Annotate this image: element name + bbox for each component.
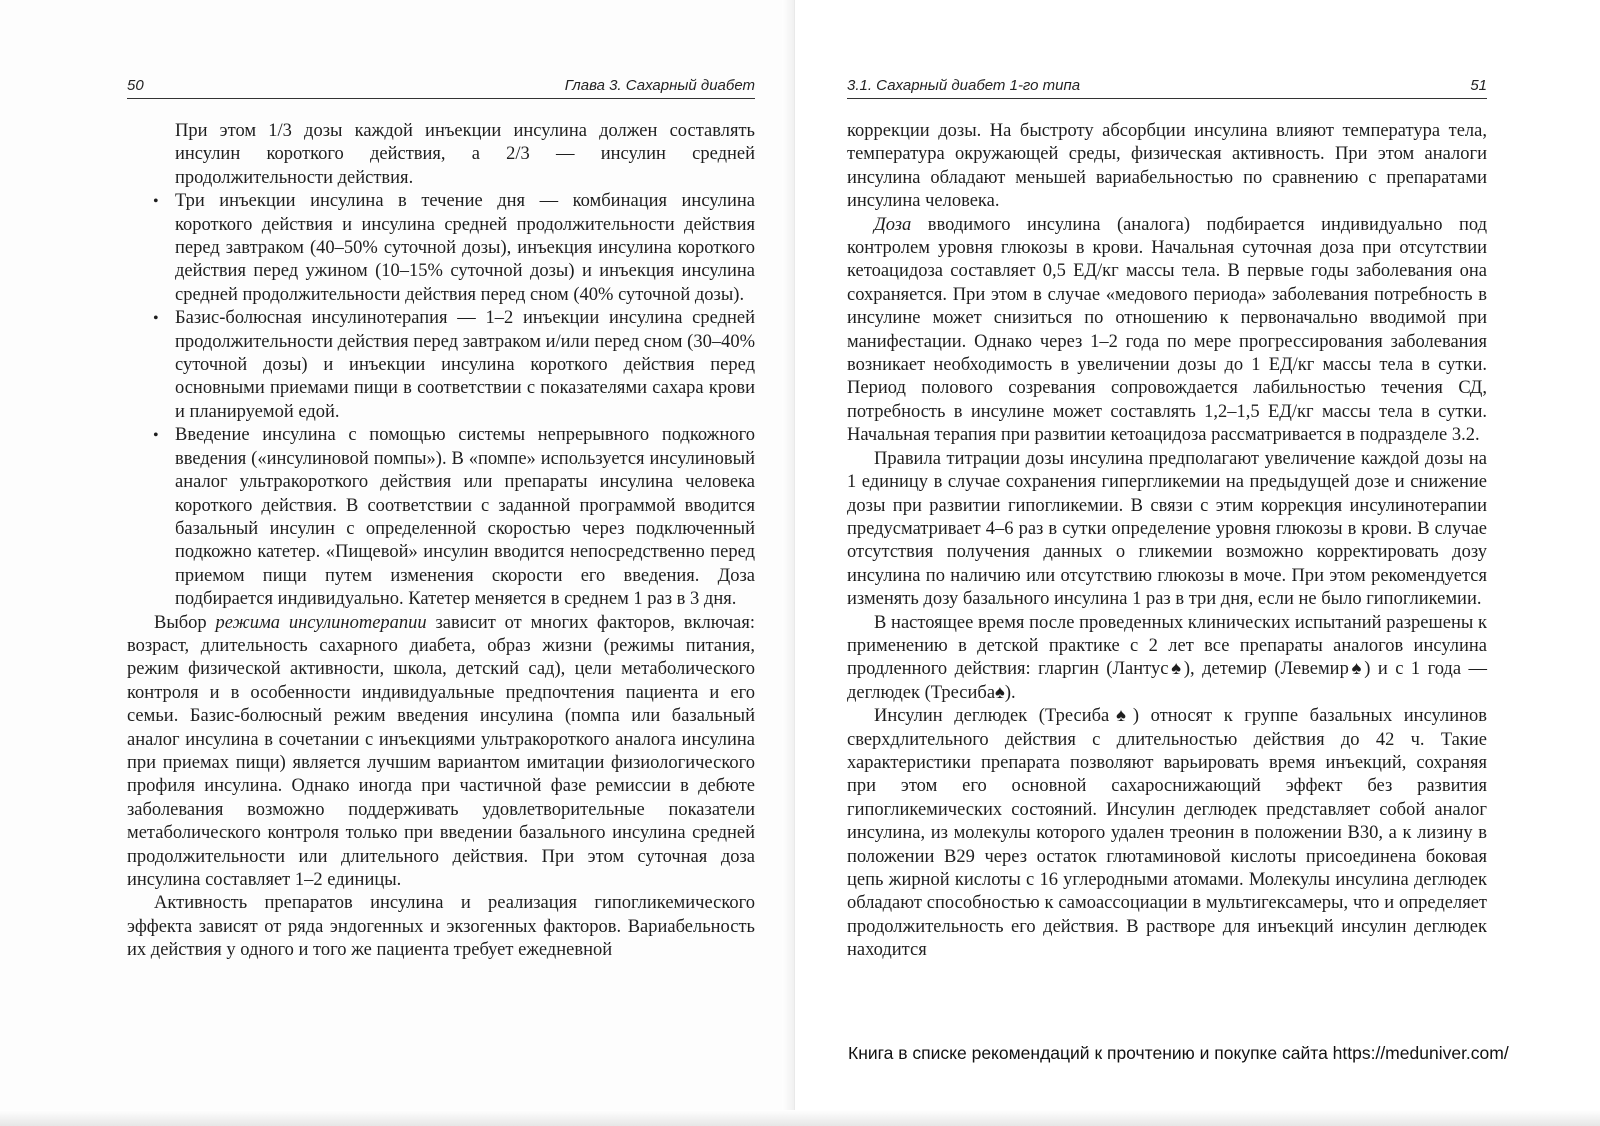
right-page-number: 51 (1470, 77, 1487, 94)
left-page (0, 0, 795, 1126)
paragraph-degludec: Инсулин деглюдек (Тресиба♠) относят к группе базальных инсулинов сверхдлительного действия с длительностью действия до 42 ч. Такие характеристики препарата позволяют варьировать время инъекций, сохраняя при этом его основной сахароснижающий эффект без развития гипогликемических состояний. Инсулин деглюдек представляет собой аналог инсулина, из молекулы которого удален треонин в положении B30, а к лизину в положении B29 через остаток глютаминовой кислоты присоединена боковая цепь жирной кислоты с 16 углеродными атомами. Молекулы инсулина деглюдек обладают способностью к самоассоциации в мультигексамеры, что и определяет продолжительность его действия. В растворе для инъекций инсулин деглюдек находится (847, 706, 1487, 961)
list-item: • Введение инсулина с помощью системы непрерывного подкожного введения («инсулиновой помпы»). В «помпе» используется инсулиновый аналог ультракороткого действия или препараты инсулина человека короткого действия. В соответствии с заданной программой вводится базальный инсулин с определенной скоростью через подключенный подкожно катетер. «Пищевой» инсулин вводится непосредственно перед приемом пищи путем изменения скорости его введения. Доза подбирается индивидуально. Катетер меняется в среднем 1 раз в 3 дня. (175, 424, 755, 611)
paragraph-dose (847, 214, 1487, 448)
left-page-number: 50 (127, 77, 144, 94)
text-run: вводимого инсулина (аналога) подбирается индивидуально под контролем уровня глюкозы в крови. Начальная суточная доза при отсутствии кетоацидоза составляет 0,5 ЕД/кг массы тела. В первые годы заболевания она сохраняется. При этом в случае «медового периода» заболевания потребность в инсулине может снизиться по отношению к первоначально вводимой при манифестации. Однако через 1–2 года по мере прогрессирования заболевания возникает необходимость в увеличении дозы до 1 ЕД/кг массы тела в сутки. Период полового созревания сопровождается лабильностью течения СД, потребность в инсулине может составлять 1,2–1,5 ЕД/кг массы тела в сутки. Начальная терапия при развитии кетоацидоза рассматривается в подразделе 3.2. (847, 214, 1487, 446)
text-run: зависит от многих факторов, включая: возраст, длительность сахарного диабета, образ жизни (режимы питания, режим физической активности, школа, детский сад), цели метаболического контроля и в особенности индивидуальные предпочтения пациента и его семьи. Базис-болюсный режим введения инсулина (помпа или базальный аналог инсулина в сочетании с инъекциями ультракороткого аналога инсулина при приемах пищи) является лучшим вариантом имитации физиологического профиля инсулина. Однако иногда при частичной фазе ремиссии в дебюте заболевания возможно поддерживать удовлетворительные показатели метаболического контроля только при введении базального инсулина средней продолжительности или длительного действия. При этом суточная доза инсулина составляет 1–2 единицы. (127, 612, 755, 890)
right-body-text (847, 120, 1487, 963)
right-running-head (847, 76, 1487, 99)
list-item: • Три инъекции инсулина в течение дня — комбинация инсулина короткого действия и инсулина средней продолжительности действия перед завтраком (40–50% суточной дозы), инъекция инсулина короткого действия перед ужином (10–15% суточной дозы) и инъекция инсулина средней продолжительности действия перед сном (40% суточной дозы). (175, 190, 755, 307)
paragraph-current-approval: В настоящее время после проведенных клинических испытаний разрешены к применению в детской практике с 2 лет все препараты аналогов инсулина продленного действия: гларгин (Лантус♠), детемир (Левемир♠) и с 1 года — деглюдек (Тресиба♠). (847, 612, 1487, 703)
continued-paragraph: При этом 1/3 дозы каждой инъекции инсулина должен составлять инсулин короткого действия, а 2/3 — инсулин средней продолжительности действия. (175, 121, 755, 188)
right-page (795, 0, 1600, 1126)
paragraph-titration: Правила титрации дозы инсулина предполагают увеличение каждой дозы на 1 единицу в случае сохранения гипергликемии на предыдущей дозе и снижение дозы при развитии гипогликемии. В связи с этим коррекция инсулинотерапии предусматривает 4–6 раз в сутки определение уровня глюкозы в крови. В случае отсутствия получения данных о гликемии возможно корректировать дозу инсулина по наличию или отсутствию глюкозы в моче. При этом рекомендуется изменять дозу базального инсулина 1 раз в три дня, если не было гипогликемии. (847, 448, 1487, 610)
list-item: • Базис-болюсная инсулинотерапия — 1–2 инъекции инсулина средней продолжительности действия перед завтраком и/или перед сном (30–40% суточной дозы) и инъекции инсулина короткого действия перед основными приемами пищи в соответствии с показателями сахара крови и планируемой едой. (175, 307, 755, 424)
left-running-head (127, 76, 755, 99)
paragraph-regimen-choice (127, 612, 755, 893)
left-body-text (127, 120, 755, 963)
paragraph-insulin-activity: Активность препаратов инсулина и реализация гипогликемического эффекта зависят от ряда эндогенных и экзогенных факторов. Вариабельность их действия у одного и того же пациента требует ежедневной (127, 893, 755, 961)
bullet-list (127, 190, 755, 611)
left-chapter-title: Глава 3. Сахарный диабет (564, 77, 755, 94)
emphasis-text: режима инсулинотерапии (215, 612, 427, 633)
site-recommendation-note: Книга в списке рекомендаций к прочтению и покупке сайта https://meduniver.com/ (848, 1043, 1509, 1063)
right-section-title: 3.1. Сахарный диабет 1-го типа (847, 77, 1081, 94)
emphasis-text: Доза (874, 214, 912, 235)
text-run: Выбор (154, 612, 216, 633)
page-bottom-edge (0, 1110, 1600, 1126)
paragraph-continued: коррекции дозы. На быстроту абсорбции инсулина влияют температура тела, температура окружающей среды, физическая активность. При этом аналоги инсулина обладают меньшей вариабельностью по сравнению с препаратами инсулина человека. (847, 121, 1487, 212)
